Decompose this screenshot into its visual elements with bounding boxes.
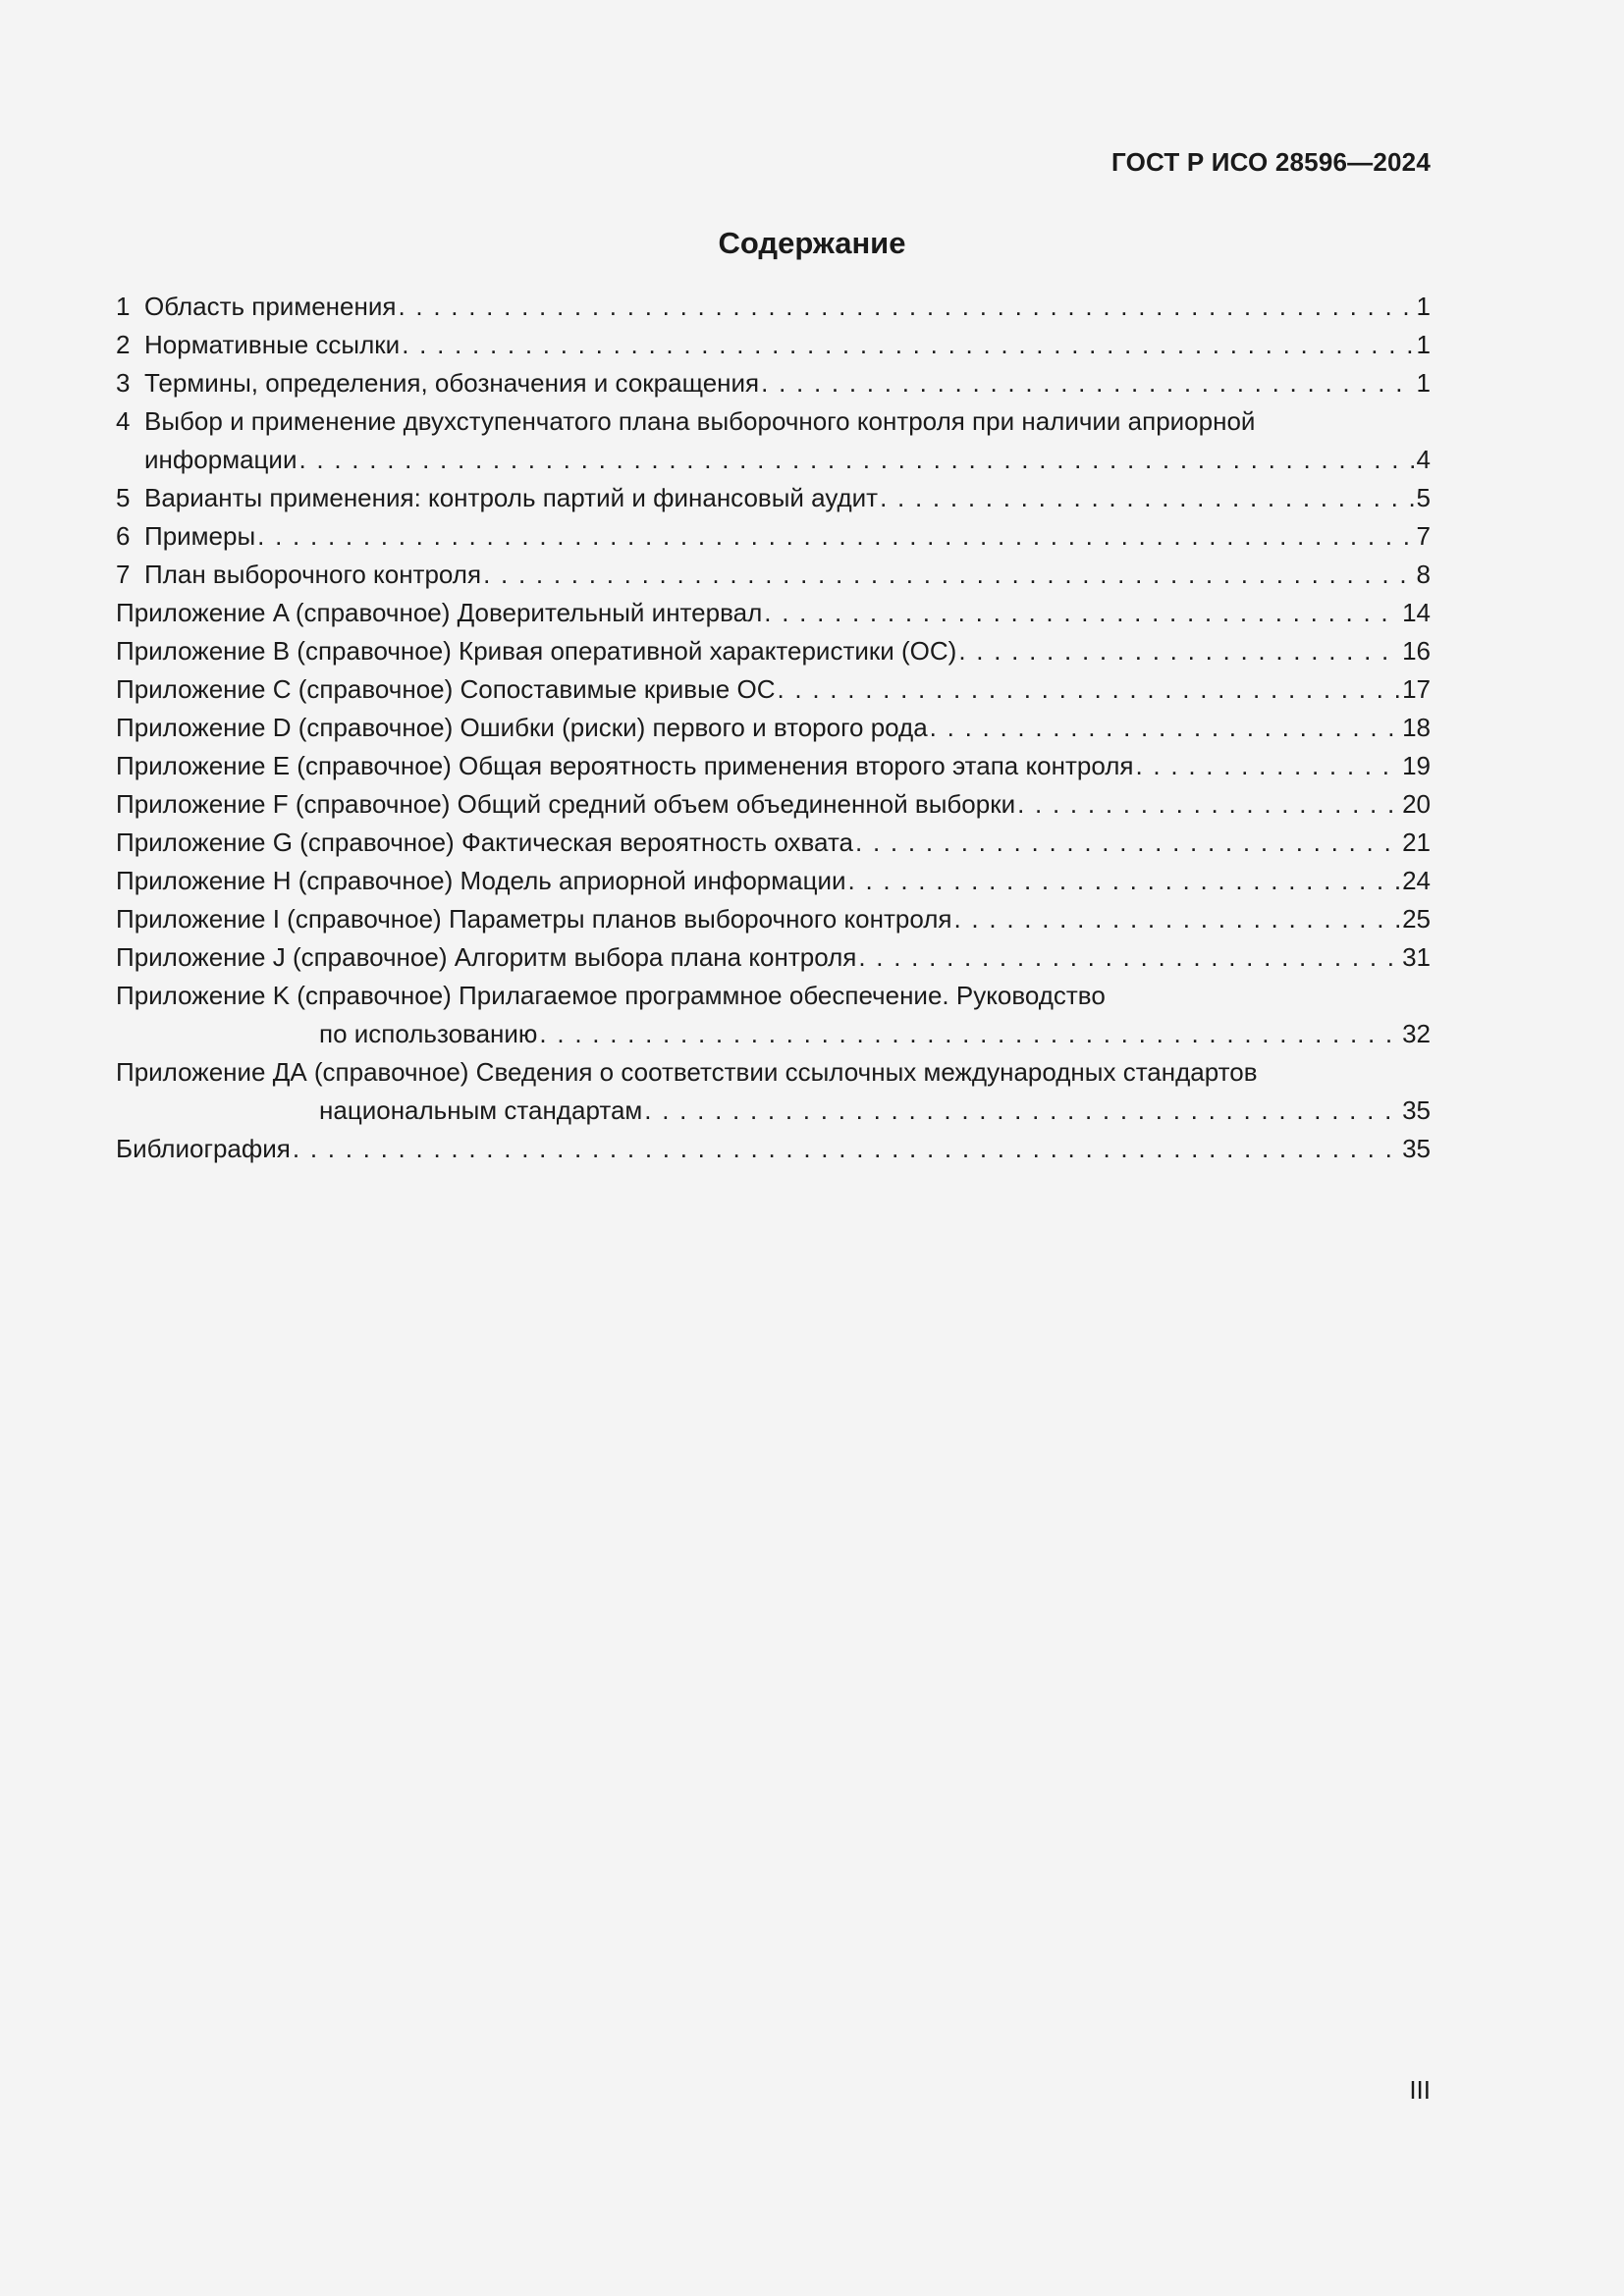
toc-entry-title: Приложение J (справочное) Алгоритм выбора плана контроля <box>116 942 857 972</box>
toc-title: Содержание <box>718 226 906 260</box>
toc-entry-appendix[interactable] <box>116 594 1431 632</box>
toc-entry-title-continued: по использованию <box>319 1019 538 1048</box>
toc-entry-number: 7 <box>116 560 131 589</box>
dot-leader <box>880 479 1414 517</box>
toc-entry[interactable] <box>116 364 1431 402</box>
toc-entry-title: Приложение C (справочное) Сопоставимые кривые ОС <box>116 674 776 704</box>
toc-entry-page: 7 <box>1416 521 1431 551</box>
toc-entry-number: 6 <box>116 521 131 551</box>
toc-entry-appendix-continuation[interactable] <box>116 1092 1431 1130</box>
toc-entry-appendix[interactable] <box>116 709 1431 747</box>
toc-entry-page: 32 <box>1402 1019 1431 1048</box>
toc-entry-title: Приложение I (справочное) Параметры планов выборочного контроля <box>116 904 952 934</box>
toc-entry-page: 1 <box>1416 330 1431 359</box>
dot-leader <box>1017 785 1400 824</box>
toc-entry-title: Приложение G (справочное) Фактическая вероятность охвата <box>116 828 854 857</box>
toc-entry-page: 17 <box>1402 674 1431 704</box>
toc-entry-page: 1 <box>1416 292 1431 321</box>
toc-entry[interactable] <box>116 556 1431 594</box>
toc-entry-page: 4 <box>1416 445 1431 474</box>
toc-entry-page: 1 <box>1416 368 1431 398</box>
toc-entry-title: Приложение E (справочное) Общая вероятность применения второго этапа контроля <box>116 751 1134 780</box>
toc-entry-page: 21 <box>1402 828 1431 857</box>
dot-leader <box>644 1092 1400 1130</box>
toc-entry-title: Приложение F (справочное) Общий средний объем объединенной выборки <box>116 789 1016 819</box>
toc-entry-title: 3 Термины, определения, обозначения и сокращения <box>116 364 759 402</box>
toc-entry[interactable] <box>116 479 1431 517</box>
document-code: ГОСТ Р ИСО 28596—2024 <box>1110 147 1431 177</box>
dot-leader <box>257 517 1414 556</box>
toc-entry-page: 8 <box>1416 560 1431 589</box>
toc-entry-page: 14 <box>1402 598 1431 627</box>
toc-entry-appendix[interactable] <box>116 670 1431 709</box>
toc-entry[interactable] <box>116 517 1431 556</box>
toc-entry-page: 20 <box>1402 789 1431 819</box>
dot-leader <box>848 862 1401 900</box>
dot-leader <box>930 709 1400 747</box>
toc-entry-appendix[interactable] <box>116 785 1431 824</box>
toc-entry-number: 2 <box>116 330 131 359</box>
toc-entry-page: 35 <box>1402 1095 1431 1125</box>
dot-leader <box>761 364 1414 402</box>
toc-entry-title: Приложение ДА (справочное) Сведения о соответствии ссылочных международных стандартов <box>116 1057 1258 1087</box>
toc-entry-first-line[interactable] <box>116 402 1431 441</box>
toc-entry-appendix[interactable] <box>116 824 1431 862</box>
toc-entry-appendix[interactable] <box>116 632 1431 670</box>
dot-leader <box>953 900 1400 938</box>
toc-entry-appendix[interactable] <box>116 900 1431 938</box>
toc-entry-bibliography[interactable] <box>116 1130 1431 1168</box>
toc-entry-appendix[interactable] <box>116 747 1431 785</box>
dot-leader <box>298 441 1414 479</box>
toc-entry[interactable] <box>116 288 1431 326</box>
toc-entry-appendix[interactable] <box>116 938 1431 977</box>
toc-entry-title: Приложение D (справочное) Ошибки (риски) первого и второго рода <box>116 713 928 742</box>
dot-leader <box>483 556 1414 594</box>
toc-entry-page: 35 <box>1402 1134 1431 1163</box>
toc-entry-title: 6 Примеры <box>116 517 255 556</box>
toc-entry-title: Приложение H (справочное) Модель априорной информации <box>116 866 846 895</box>
toc-entry-title: Библиография <box>116 1134 291 1163</box>
dot-leader <box>958 632 1400 670</box>
dot-leader <box>539 1015 1400 1053</box>
page-number: III <box>1409 2075 1431 2105</box>
toc-entry-appendix-continuation[interactable] <box>116 1015 1431 1053</box>
toc-entry-appendix-first-line[interactable] <box>116 977 1431 1015</box>
toc-entry-title: 7 План выборочного контроля <box>116 556 481 594</box>
dot-leader <box>764 594 1400 632</box>
toc-entry-number: 5 <box>116 483 131 512</box>
toc-entry-page: 16 <box>1402 636 1431 666</box>
dot-leader <box>858 938 1400 977</box>
toc-entry-appendix[interactable] <box>116 862 1431 900</box>
dot-leader <box>402 326 1414 364</box>
dot-leader <box>398 288 1414 326</box>
toc-entry-page: 25 <box>1402 904 1431 934</box>
toc-entry-page: 19 <box>1402 751 1431 780</box>
toc-entry-continuation[interactable] <box>116 441 1431 479</box>
toc-entry-page: 31 <box>1402 942 1431 972</box>
toc-entry-appendix-first-line[interactable] <box>116 1053 1431 1092</box>
toc-entry-title-continued: национальным стандартам <box>319 1095 643 1125</box>
toc-entry-title: Приложение A (справочное) Доверительный интервал <box>116 598 763 627</box>
dot-leader <box>1135 747 1400 785</box>
dot-leader <box>777 670 1400 709</box>
dot-leader <box>293 1130 1400 1168</box>
toc-entry-title: 2 Нормативные ссылки <box>116 326 400 364</box>
toc-entry-number: 3 <box>116 368 131 398</box>
toc-entry-title: 4 Выбор и применение двухступенчатого плана выборочного контроля при наличии априорной <box>116 402 1255 441</box>
toc-entry-title-continued: информации <box>144 445 298 474</box>
toc-entry-number: 1 <box>116 292 131 321</box>
toc-entry-title: 1 Область применения <box>116 288 396 326</box>
toc-entry-page: 5 <box>1416 483 1431 512</box>
toc-entry-title: 5 Варианты применения: контроль партий и финансовый аудит <box>116 479 878 517</box>
toc-entry-number: 4 <box>116 406 131 436</box>
toc-entry[interactable] <box>116 326 1431 364</box>
toc-entry-title: Приложение B (справочное) Кривая оперативной характеристики (ОС) <box>116 636 957 666</box>
toc-entry-title: Приложение K (справочное) Прилагаемое программное обеспечение. Руководство <box>116 981 1106 1010</box>
toc-entry-page: 24 <box>1402 866 1431 895</box>
table-of-contents <box>116 288 1431 1168</box>
dot-leader <box>855 824 1400 862</box>
toc-entry-page: 18 <box>1402 713 1431 742</box>
